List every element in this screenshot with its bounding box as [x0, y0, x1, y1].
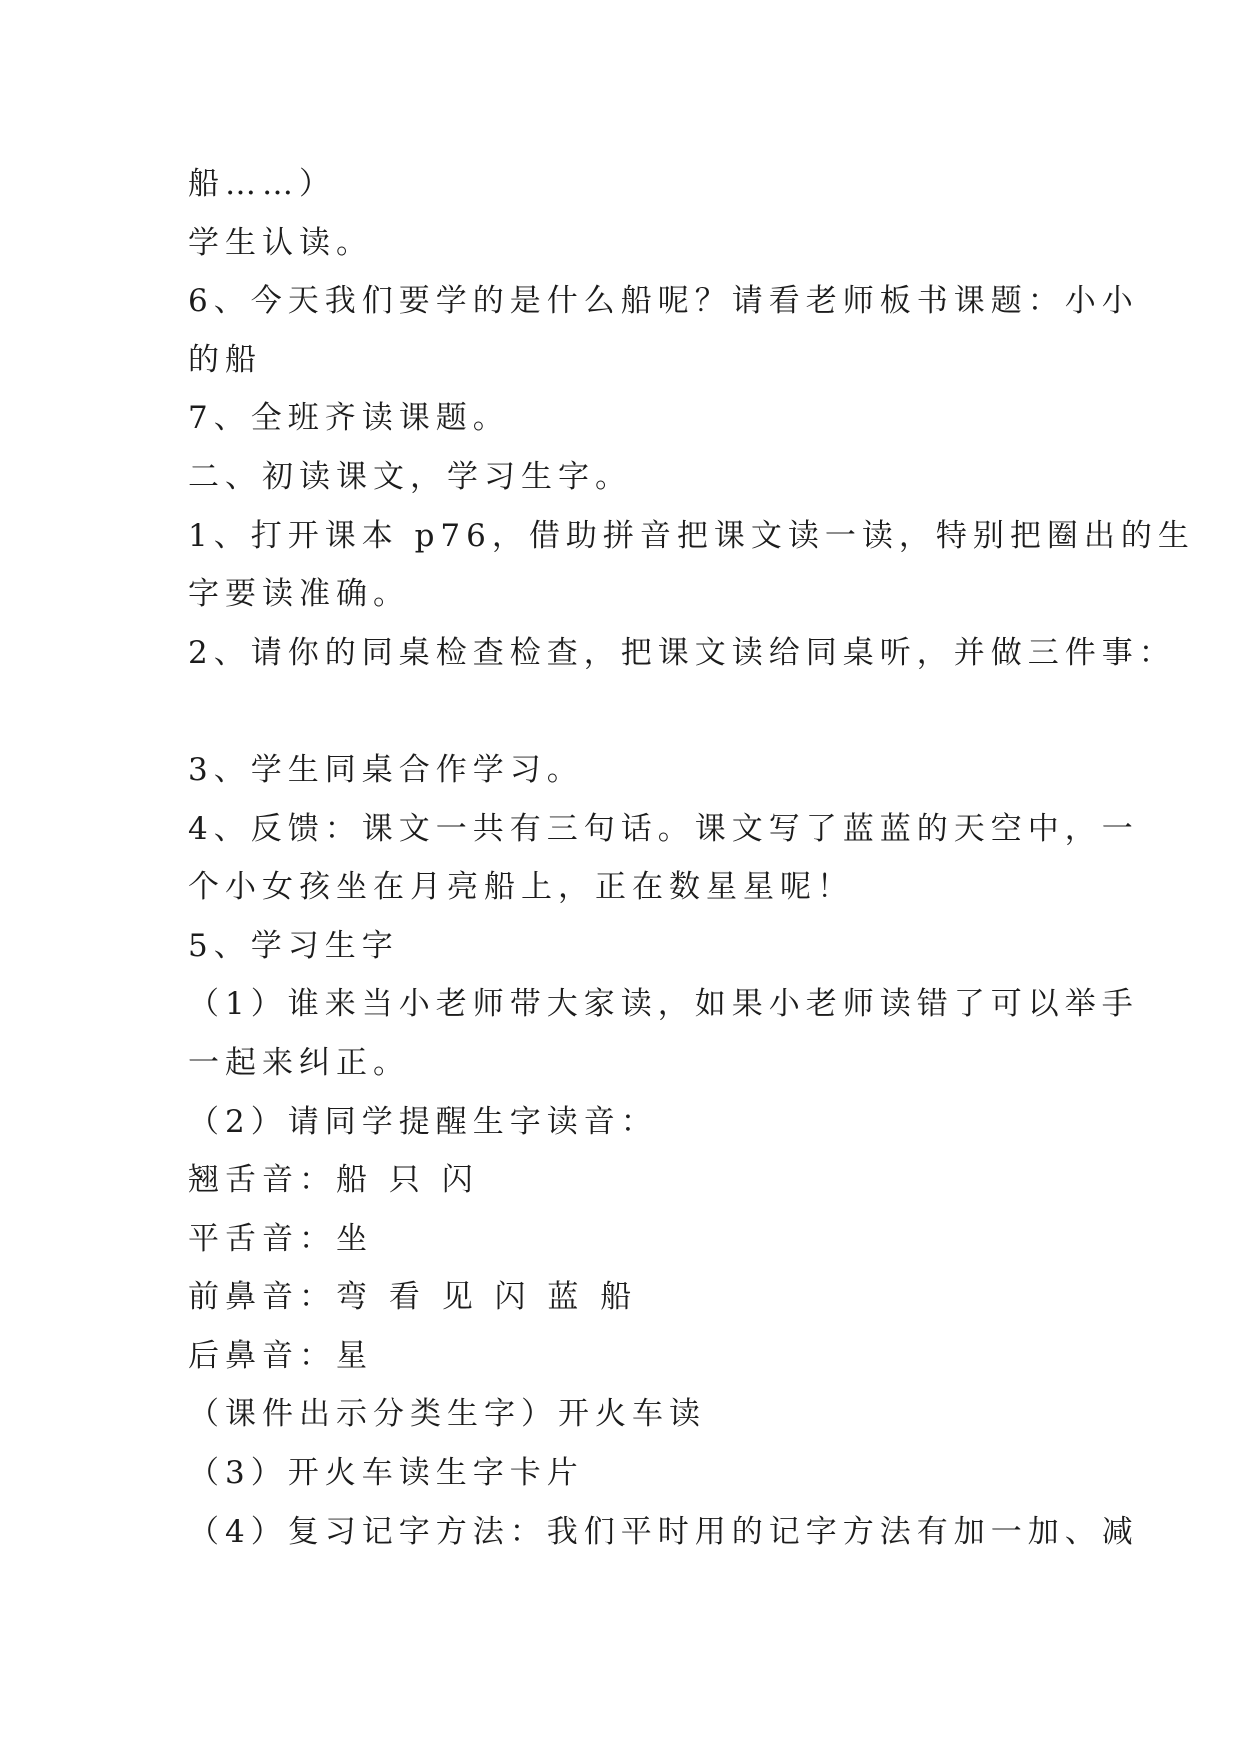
section-heading: 二、初读课文，学习生字。 — [188, 458, 632, 495]
text-line: 学生认读。 — [188, 224, 373, 261]
text-line: （1）谁来当小老师带大家读，如果小老师读错了可以举手 — [188, 986, 1139, 1023]
text-line: （2）请同学提醒生字读音： — [188, 1103, 658, 1140]
text-line: （3）开火车读生字卡片 — [188, 1455, 584, 1492]
text-line: 一起来纠正。 — [188, 1044, 410, 1081]
text-line: 7、全班齐读课题。 — [188, 400, 510, 437]
text-line: （课件出示分类生字）开火车读 — [188, 1396, 706, 1433]
text-line: 5、学习生字 — [188, 927, 399, 964]
blank-line — [188, 682, 1088, 741]
text-line: 个小女孩坐在月亮船上，正在数星星呢！ — [188, 869, 854, 906]
text-line: 平舌音：坐 — [188, 1220, 373, 1257]
text-line: 船……） — [188, 166, 336, 202]
text-line: （4）复习记字方法：我们平时用的记字方法有加一加、减 — [188, 1513, 1139, 1550]
text-line: 后鼻音：星 — [188, 1337, 373, 1374]
document-page — [188, 155, 1195, 1561]
text-line: 1、打开课本 p76，借助拼音把课文读一读，特别把圈出的生 — [188, 517, 1195, 554]
text-line: 的船 — [188, 341, 262, 378]
text-line: 前鼻音：弯 看 见 闪 蓝 船 — [188, 1279, 638, 1316]
text-line: 字要读准确。 — [188, 576, 410, 613]
text-line: 4、反馈：课文一共有三句话。课文写了蓝蓝的天空中，一 — [188, 810, 1139, 847]
text-line: 翘舌音：船 只 闪 — [188, 1162, 479, 1199]
text-line: 2、请你的同桌检查检查，把课文读给同桌听，并做三件事： — [188, 634, 1176, 671]
text-line: 6、今天我们要学的是什么船呢？请看老师板书课题：小小 — [188, 283, 1139, 320]
text-line: 3、学生同桌合作学习。 — [188, 751, 584, 788]
